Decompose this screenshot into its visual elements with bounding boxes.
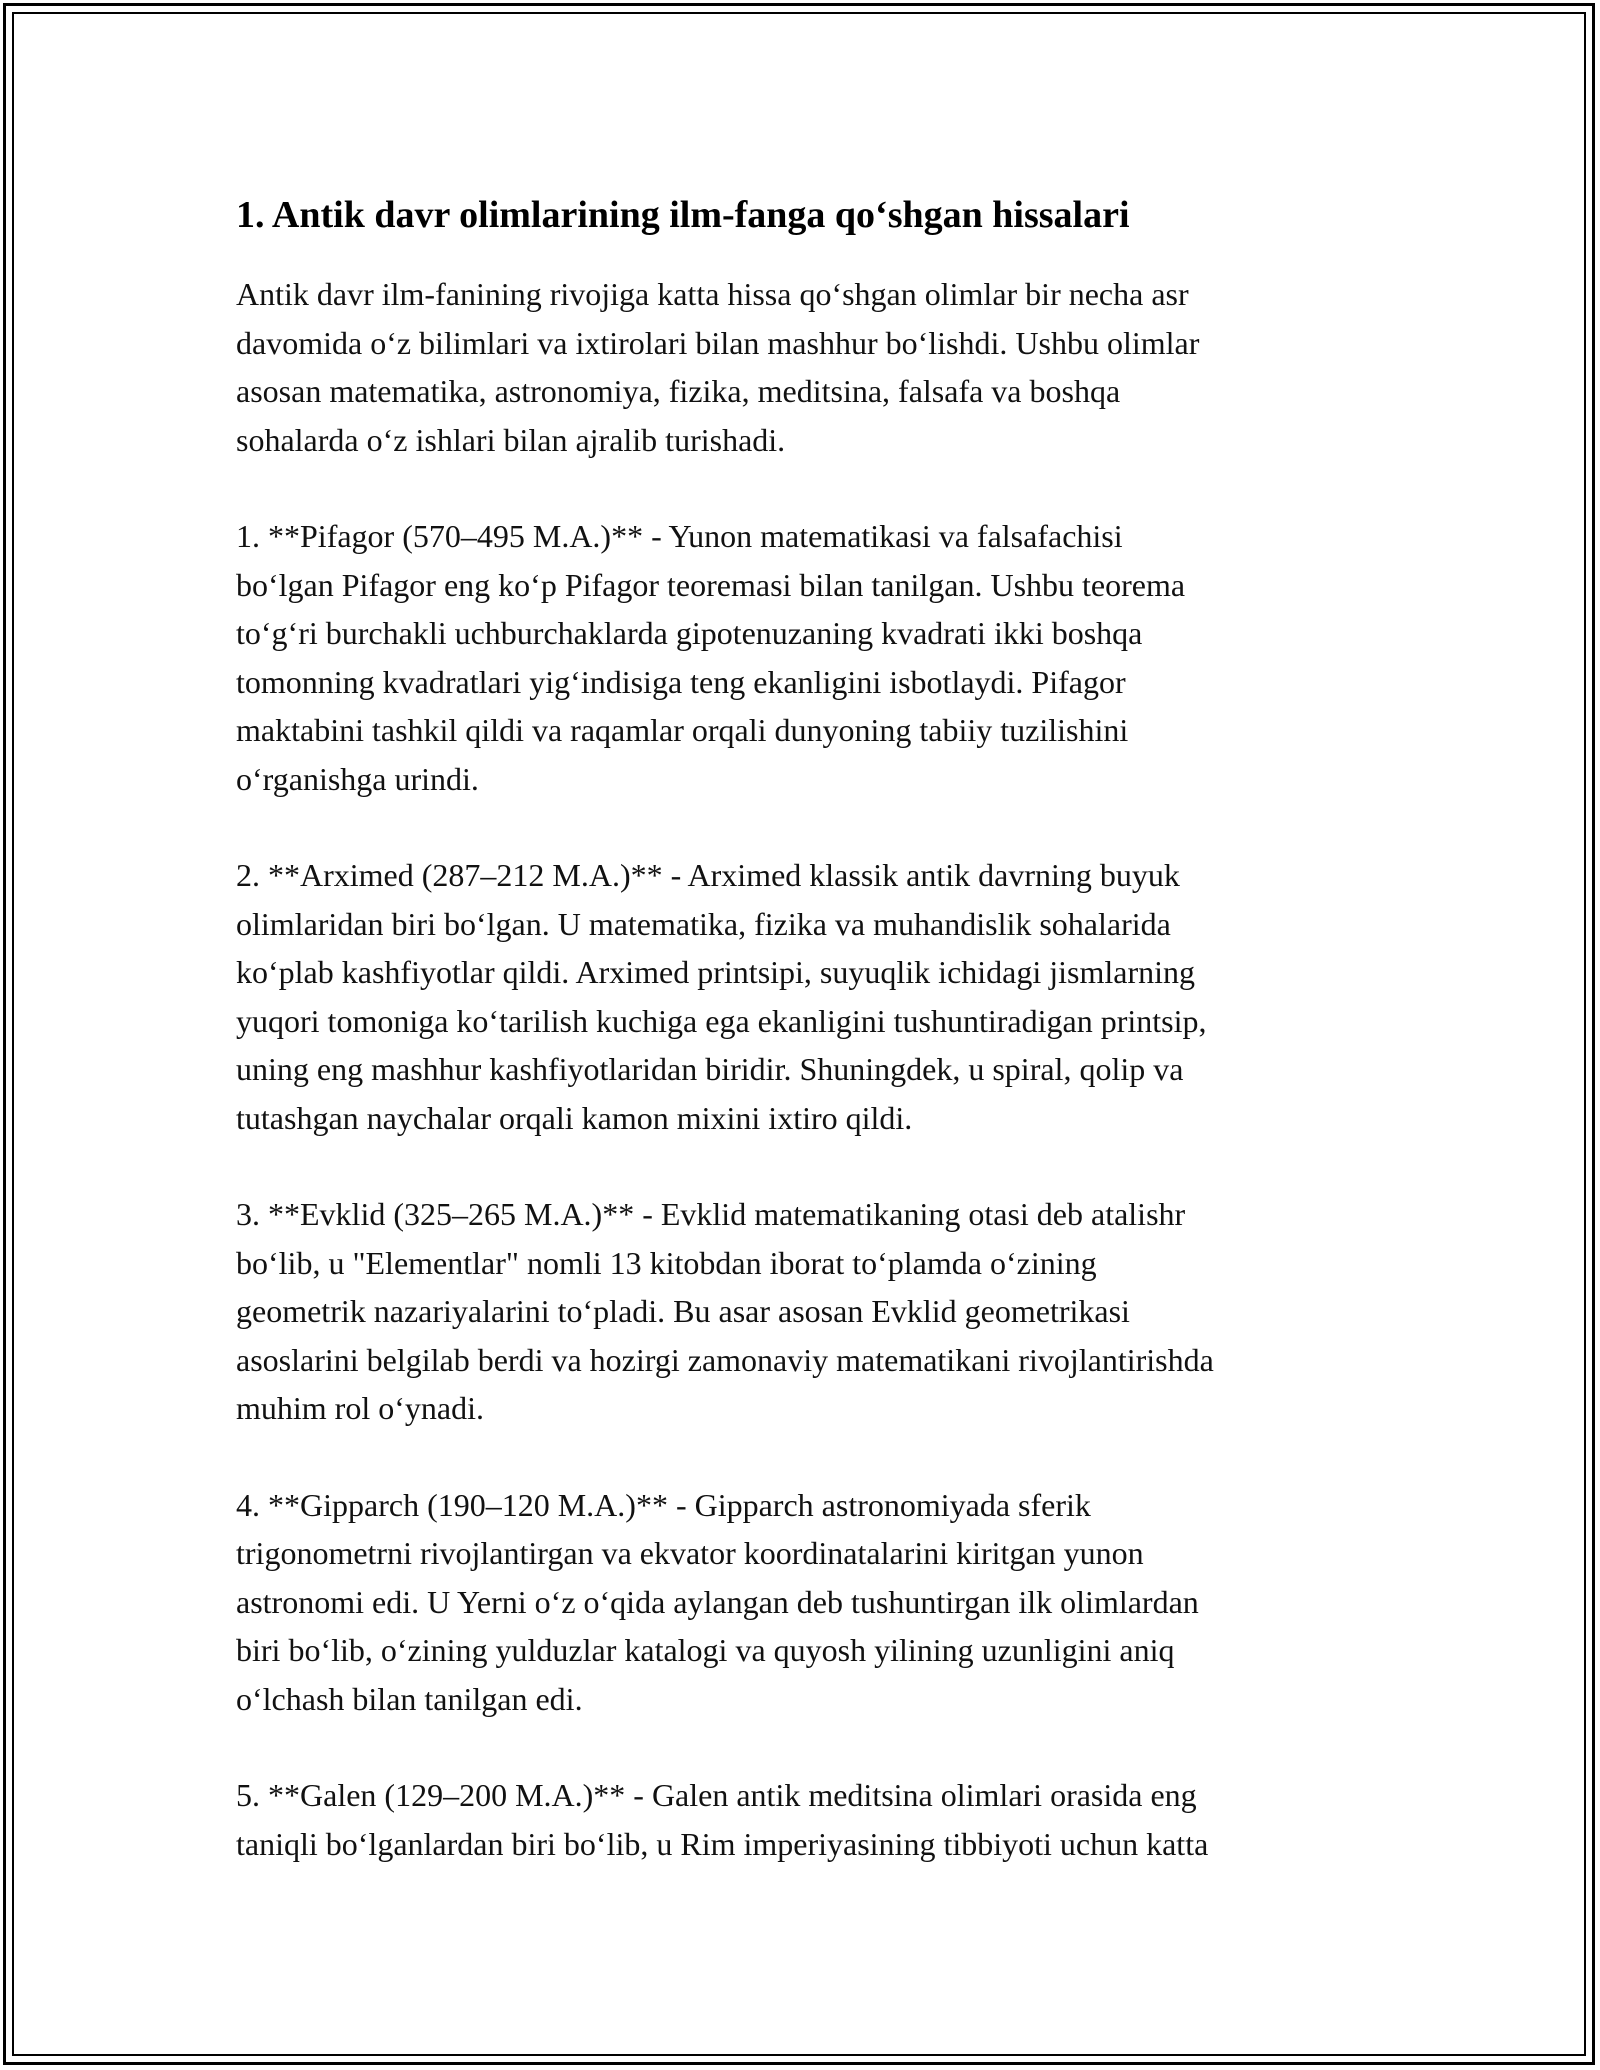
paragraph-evklid: 3. **Evklid (325–265 M.A.)** - Evklid matematikaning otasi deb atalishr bo‘lib, u "Elementlar" nomli 13 kitobdan iborat to‘plamda o‘zining geometrik nazariyalarini to‘pladi. Bu asar asosan Evklid geometrikasi asoslarini belgilab berdi va hozirgi zamonaviy matematikani rivojlantirishda muhim rol o‘ynadi. (236, 1196, 1214, 1426)
paragraph-pifagor: 1. **Pifagor (570–495 M.A.)** - Yunon matematikasi va falsafachisi bo‘lgan Pifagor eng ko‘p Pifagor teoremasi bilan tanilgan. Ushbu teorema to‘g‘ri burchakli uchburchaklarda gipotenuzaning kvadrati ikki boshqa tomonning kvadratlari yig‘indisiga teng ekanligini isbotlaydi. Pifagor maktabini tashkil qildi va raqamlar orqali dunyoning tabiiy tuzilishini o‘rganishga urindi. (236, 518, 1186, 797)
paragraph-gipparch: 4. **Gipparch (190–120 M.A.)** - Gipparch astronomiyada sferik trigonometrni rivojlantirgan va ekvator koordinatalarini kiritgan yunon astronomi edi. U Yerni o‘z o‘qida aylangan deb tushuntirgan ilk olimlardan biri bo‘lib, o‘zining yulduzlar katalogi va quyosh yilining uzunligini aniq o‘lchash bilan tanilgan edi. (236, 1486, 1199, 1717)
intro-paragraph: Antik davr ilm-fanining rivojiga katta hissa qo‘shgan olimlar bir necha asr davomida o‘z bilimlari va ixtirolari bilan mashhur bo‘lishdi. Ushbu olimlar asosan matematika, astronomiya, fizika, meditsina, falsafa va boshqa sohalarda o‘z ishlari bilan ajralib turishadi. (236, 276, 1200, 458)
paragraph-galen: 5. **Galen (129–200 M.A.)** - Galen antik meditsina olimlari orasida eng taniqli bo‘lganlardan biri bo‘lib, u Rim imperiyasining tibbiyoti uchun katta (236, 1777, 1209, 1862)
section-heading: 1. Antik davr olimlarining ilm-fanga qo‘shgan hissalari (236, 194, 1130, 236)
document-body (236, 190, 1376, 1916)
paragraph-arximed: 2. **Arximed (287–212 M.A.)** - Arximed klassik antik davrning buyuk olimlaridan biri bo‘lgan. U matematika, fizika va muhandislik sohalarida ko‘plab kashfiyotlar qildi. Arximed printsipi, suyuqlik ichidagi jismlarning yuqori tomoniga ko‘tarilish kuchiga ega ekanligini tushuntiradigan printsip, uning eng mashhur kashfiyotlaridan biridir. Shuningdek, u spiral, qolip va tutashgan naychalar orqali kamon mixini ixtiro qildi. (236, 857, 1207, 1136)
